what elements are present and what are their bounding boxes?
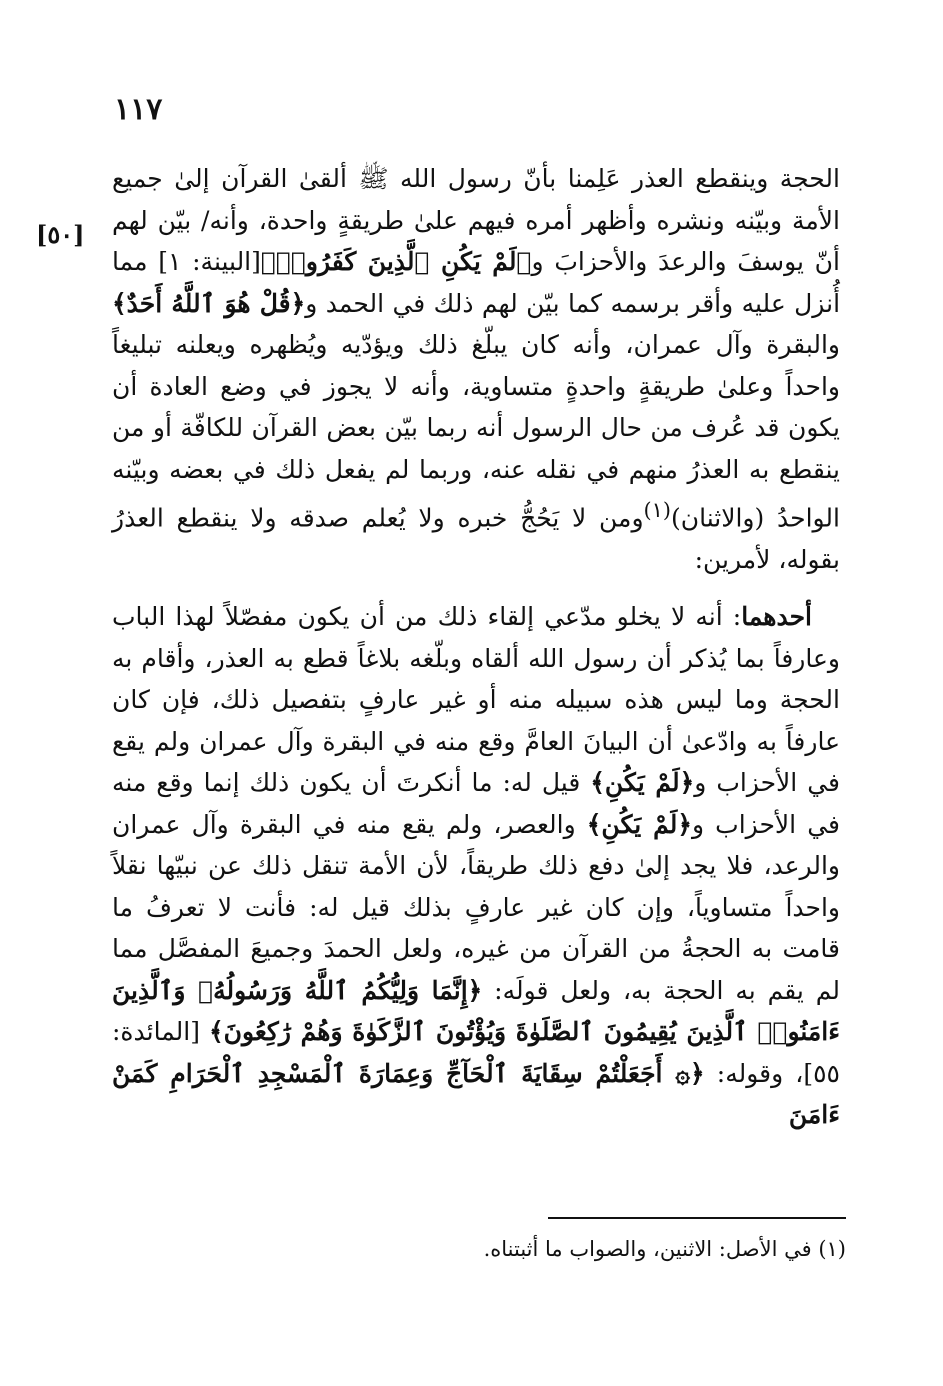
text-segment: ، وقوله: <box>704 1058 804 1088</box>
page-number: ١١٧ <box>114 92 163 127</box>
quran-quote: ﴿لَمْ يَكُنِ﴾ <box>590 768 695 798</box>
footnote-reference: (١) <box>643 498 671 522</box>
text-segment: ومن لا يَحُجُّ خبره ولا يُعلم صدقه ولا ينقطع العذرُ بقوله، لأمرين: <box>112 503 840 574</box>
verse-reference: [البينة: ١] <box>158 247 261 276</box>
paragraph-2 <box>112 596 840 1136</box>
quran-quote: ﴿لَمْ يَكُنِ ٱلَّذِينَ كَفَرُوا۟﴾ <box>260 247 532 276</box>
footnote: (١) في الأصل: الاثنين، والصواب ما أثبتناه. <box>483 1237 846 1261</box>
quran-quote: ﴿إِنَّمَا وَلِيُّكُمُ ٱللَّهُ وَرَسُولُهُۥ وَٱلَّذِينَ ءَامَنُوا۟ ٱلَّذِينَ يُقِيمُونَ ٱلصَّلَوٰةَ وَيُؤْتُونَ ٱلزَّكَوٰةَ وَهُمْ رَٰكِعُونَ﴾ <box>112 975 840 1047</box>
text-segment: قيل له: ما أنكرتَ أن يكون ذلك إنما وقع منه في الأحزاب و <box>112 768 840 839</box>
quran-quote: ﴿قُلْ هُوَ ٱللَّهُ أَحَدٌ﴾ <box>112 288 306 318</box>
text-segment: والبقرة وآل عمران، وأنه كان يبلّغ ذلك ويؤدّيه ويُظهره ويعلنه تبليغاً واحداً وعلىٰ طريقةٍ واحدةٍ متساوية، وأنه لا يجوز في وضع العادة أن يكون قد عُرف من حال الرسول أنه ربما بيّن بعض القرآن للكافّة أو من ينقطع به العذرُ منهم في نقله عنه، وربما لم يفعل ذلك في بعضه وبيّنه الواحدُ (والاثنان) <box>112 330 840 533</box>
quran-quote: ﴿لَمْ يَكُنِ﴾ <box>586 809 692 839</box>
footnote-divider <box>548 1217 846 1219</box>
manuscript-page-marker: [٥٠] <box>36 220 85 249</box>
paragraph-1 <box>112 158 840 580</box>
text-segment: والعصر، ولم يقع منه في البقرة وآل عمران والرعد، فلا يجد إلىٰ دفع ذلك طريقاً، لأن الأمة تنقل ذلك عن نبيّها نقلاً واحداً متساوياً، وإن كان غير عارفٍ بذلك قيل له: فأنت لا تعرفُ ما قامت به الحجةُ من القرآن من غيره، ولعل الحمدَ وجميعَ المفصَّل مما لم يقم به الحجة به، ولعل قولَه: <box>112 809 841 1005</box>
text-segment: الحجة وينقطع العذر عَلِمنا بأنّ رسول الله ﷺ ألقىٰ القرآن إلىٰ جميع الأمة وبيّنه ونشره وأظهر أمره فيهم علىٰ طريقةٍ واحدة، وأنه/ بيّن لهم أنّ يوسفَ والرعدَ والأحزابَ و <box>112 164 840 276</box>
main-text <box>112 158 840 1136</box>
lead-word: أحدهما <box>741 602 812 632</box>
text-segment: : أنه لا يخلو مدّعي إلقاء ذلك من أن يكون مفصّلاً لهذا الباب وعارفاً بما يُذكر أن رسول الله ألقاه وبلّغه بلاغاً قطع به العذر، وأقام به الحجة وما ليس هذه سبيله منه أو غير عارفٍ بتفصيل ذلك، فإن كان عارفاً به وادّعىٰ أن البيانَ العامَّ وقع منه في البقرة وآل عمران ولم يقع في الأحزاب و <box>112 602 840 798</box>
text-segment: مما أُنزل عليه وأقر برسمه كما بيّن لهم ذلك في الحمد و <box>112 247 841 318</box>
quran-quote: ﴿۞ أَجَعَلْتُمْ سِقَايَةَ ٱلْحَآجِّ وَعِمَارَةَ ٱلْمَسْجِدِ ٱلْحَرَامِ كَمَنْ ءَامَنَ <box>112 1058 840 1130</box>
verse-reference: [المائدة: ٥٥] <box>112 1017 840 1088</box>
